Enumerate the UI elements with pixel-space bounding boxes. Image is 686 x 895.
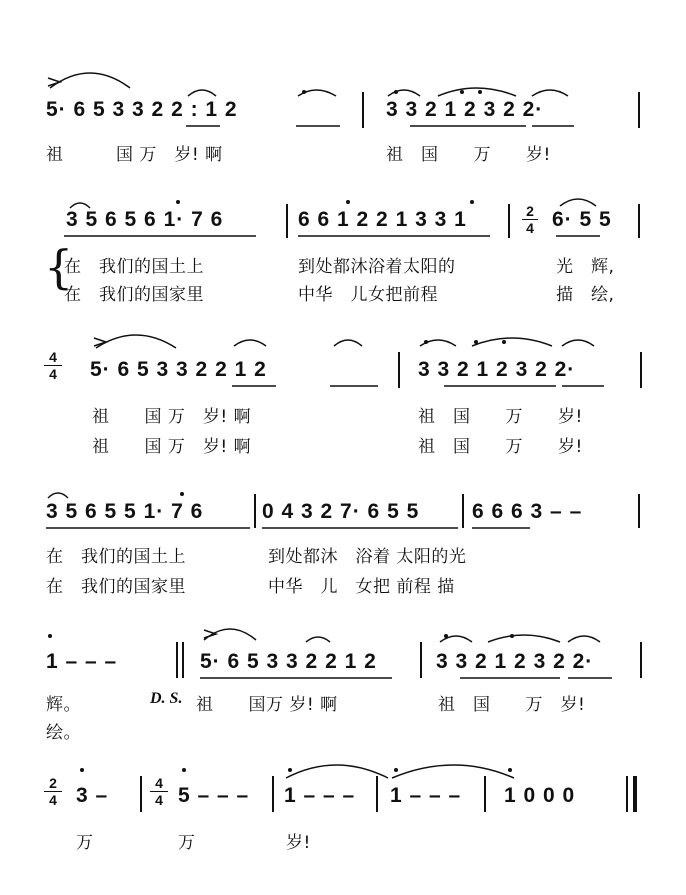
measure-4-notes: 6 6 1 2 2 1 3 3 1 [298, 208, 467, 231]
measure-5-notes: 6· 5 5 [552, 208, 612, 231]
time-signature: 2 4 [522, 204, 538, 235]
measure-7-notes: 3 3 2 1 2 3 2 2· [418, 358, 576, 381]
measure-17-notes: 1 – – – [390, 784, 462, 807]
time-signature: 4 4 [150, 776, 168, 807]
brace: { [44, 240, 74, 294]
slur [438, 88, 516, 96]
lyric-row-5-a1: 辉。 [46, 695, 81, 715]
lyric-row-2-a1: 在 我们的国土上 [64, 257, 204, 277]
measure-6-notes: 5· 6 5 3 3 2 2 1 2 [90, 358, 267, 381]
lyric-row-2-b2: 中华 儿女把前程 [298, 285, 438, 305]
measure-1-notes: 5· 6 5 3 3 2 2 : 1 2 [46, 98, 238, 121]
measure-9-notes: 0 4 3 2 7· 6 5 5 [262, 500, 420, 523]
lyric-row-6-b: 万 [178, 833, 196, 853]
lyric-row-2-a2: 到处都沐浴着太阳的 [298, 257, 456, 277]
measure-8-notes: 3 5 6 5 5 1· 7 6 [46, 500, 204, 523]
measure-18-notes: 1 0 0 0 [504, 784, 576, 807]
lyric-row-1-b: 祖 国 万 岁! [386, 145, 551, 165]
lyric-row-2-a3: 光 辉, [556, 257, 615, 277]
lyric-row-5-a3: 祖 国 万 岁! [438, 695, 586, 715]
lyric-row-1-a: 祖 国 万 岁! 啊 [46, 145, 223, 165]
measure-12-notes: 5· 6 5 3 3 2 2 1 2 [200, 650, 377, 673]
measure-11-notes: 1 – – – [46, 650, 118, 673]
measure-10-notes: 6 6 6 3 – – [472, 500, 583, 523]
lyric-row-5-a2: 祖 国万 岁! 啊 [196, 695, 338, 715]
time-signature: 4 4 [44, 350, 62, 381]
measure-3-notes: 3 5 6 5 6 1· 7 6 [66, 208, 224, 231]
measure-2-notes: 3 3 2 1 2 3 2 2· [386, 98, 544, 121]
measure-16-notes: 1 – – – [284, 784, 356, 807]
time-signature: 2 4 [44, 776, 62, 807]
lyric-row-3-a2: 祖 国 万 岁! [418, 407, 583, 427]
lyric-row-3-a1: 祖 国 万 岁! 啊 [92, 407, 252, 427]
measure-15-notes: 5 – – – [178, 784, 250, 807]
lyric-row-2-b1: 在 我们的国家里 [64, 285, 204, 305]
lyric-row-3-b2: 祖 国 万 岁! [418, 437, 583, 457]
slur [532, 90, 568, 96]
slur [188, 90, 216, 96]
slur [388, 90, 420, 96]
lyric-row-2-b3: 描 绘, [556, 285, 615, 305]
lyric-row-6-c: 岁! [286, 833, 311, 853]
lyric-row-6-a: 万 [76, 833, 94, 853]
measure-14-notes: 3 – [76, 784, 109, 807]
lyric-row-4-a1: 在 我们的国土上 [46, 547, 186, 567]
lyric-row-4-b1: 在 我们的国家里 [46, 577, 186, 597]
lyric-row-4-a2: 到处都沐 浴着 太阳的光 [268, 547, 467, 567]
lyric-row-3-b1: 祖 国 万 岁! 啊 [92, 437, 252, 457]
measure-13-notes: 3 3 2 1 2 3 2 2· [436, 650, 594, 673]
lyric-row-5-b1: 绘。 [46, 723, 81, 743]
slur [50, 73, 130, 88]
lyric-row-4-b2: 中华 儿 女把 前程 描 [268, 577, 455, 597]
da-segno-mark: D. S. [150, 690, 183, 707]
